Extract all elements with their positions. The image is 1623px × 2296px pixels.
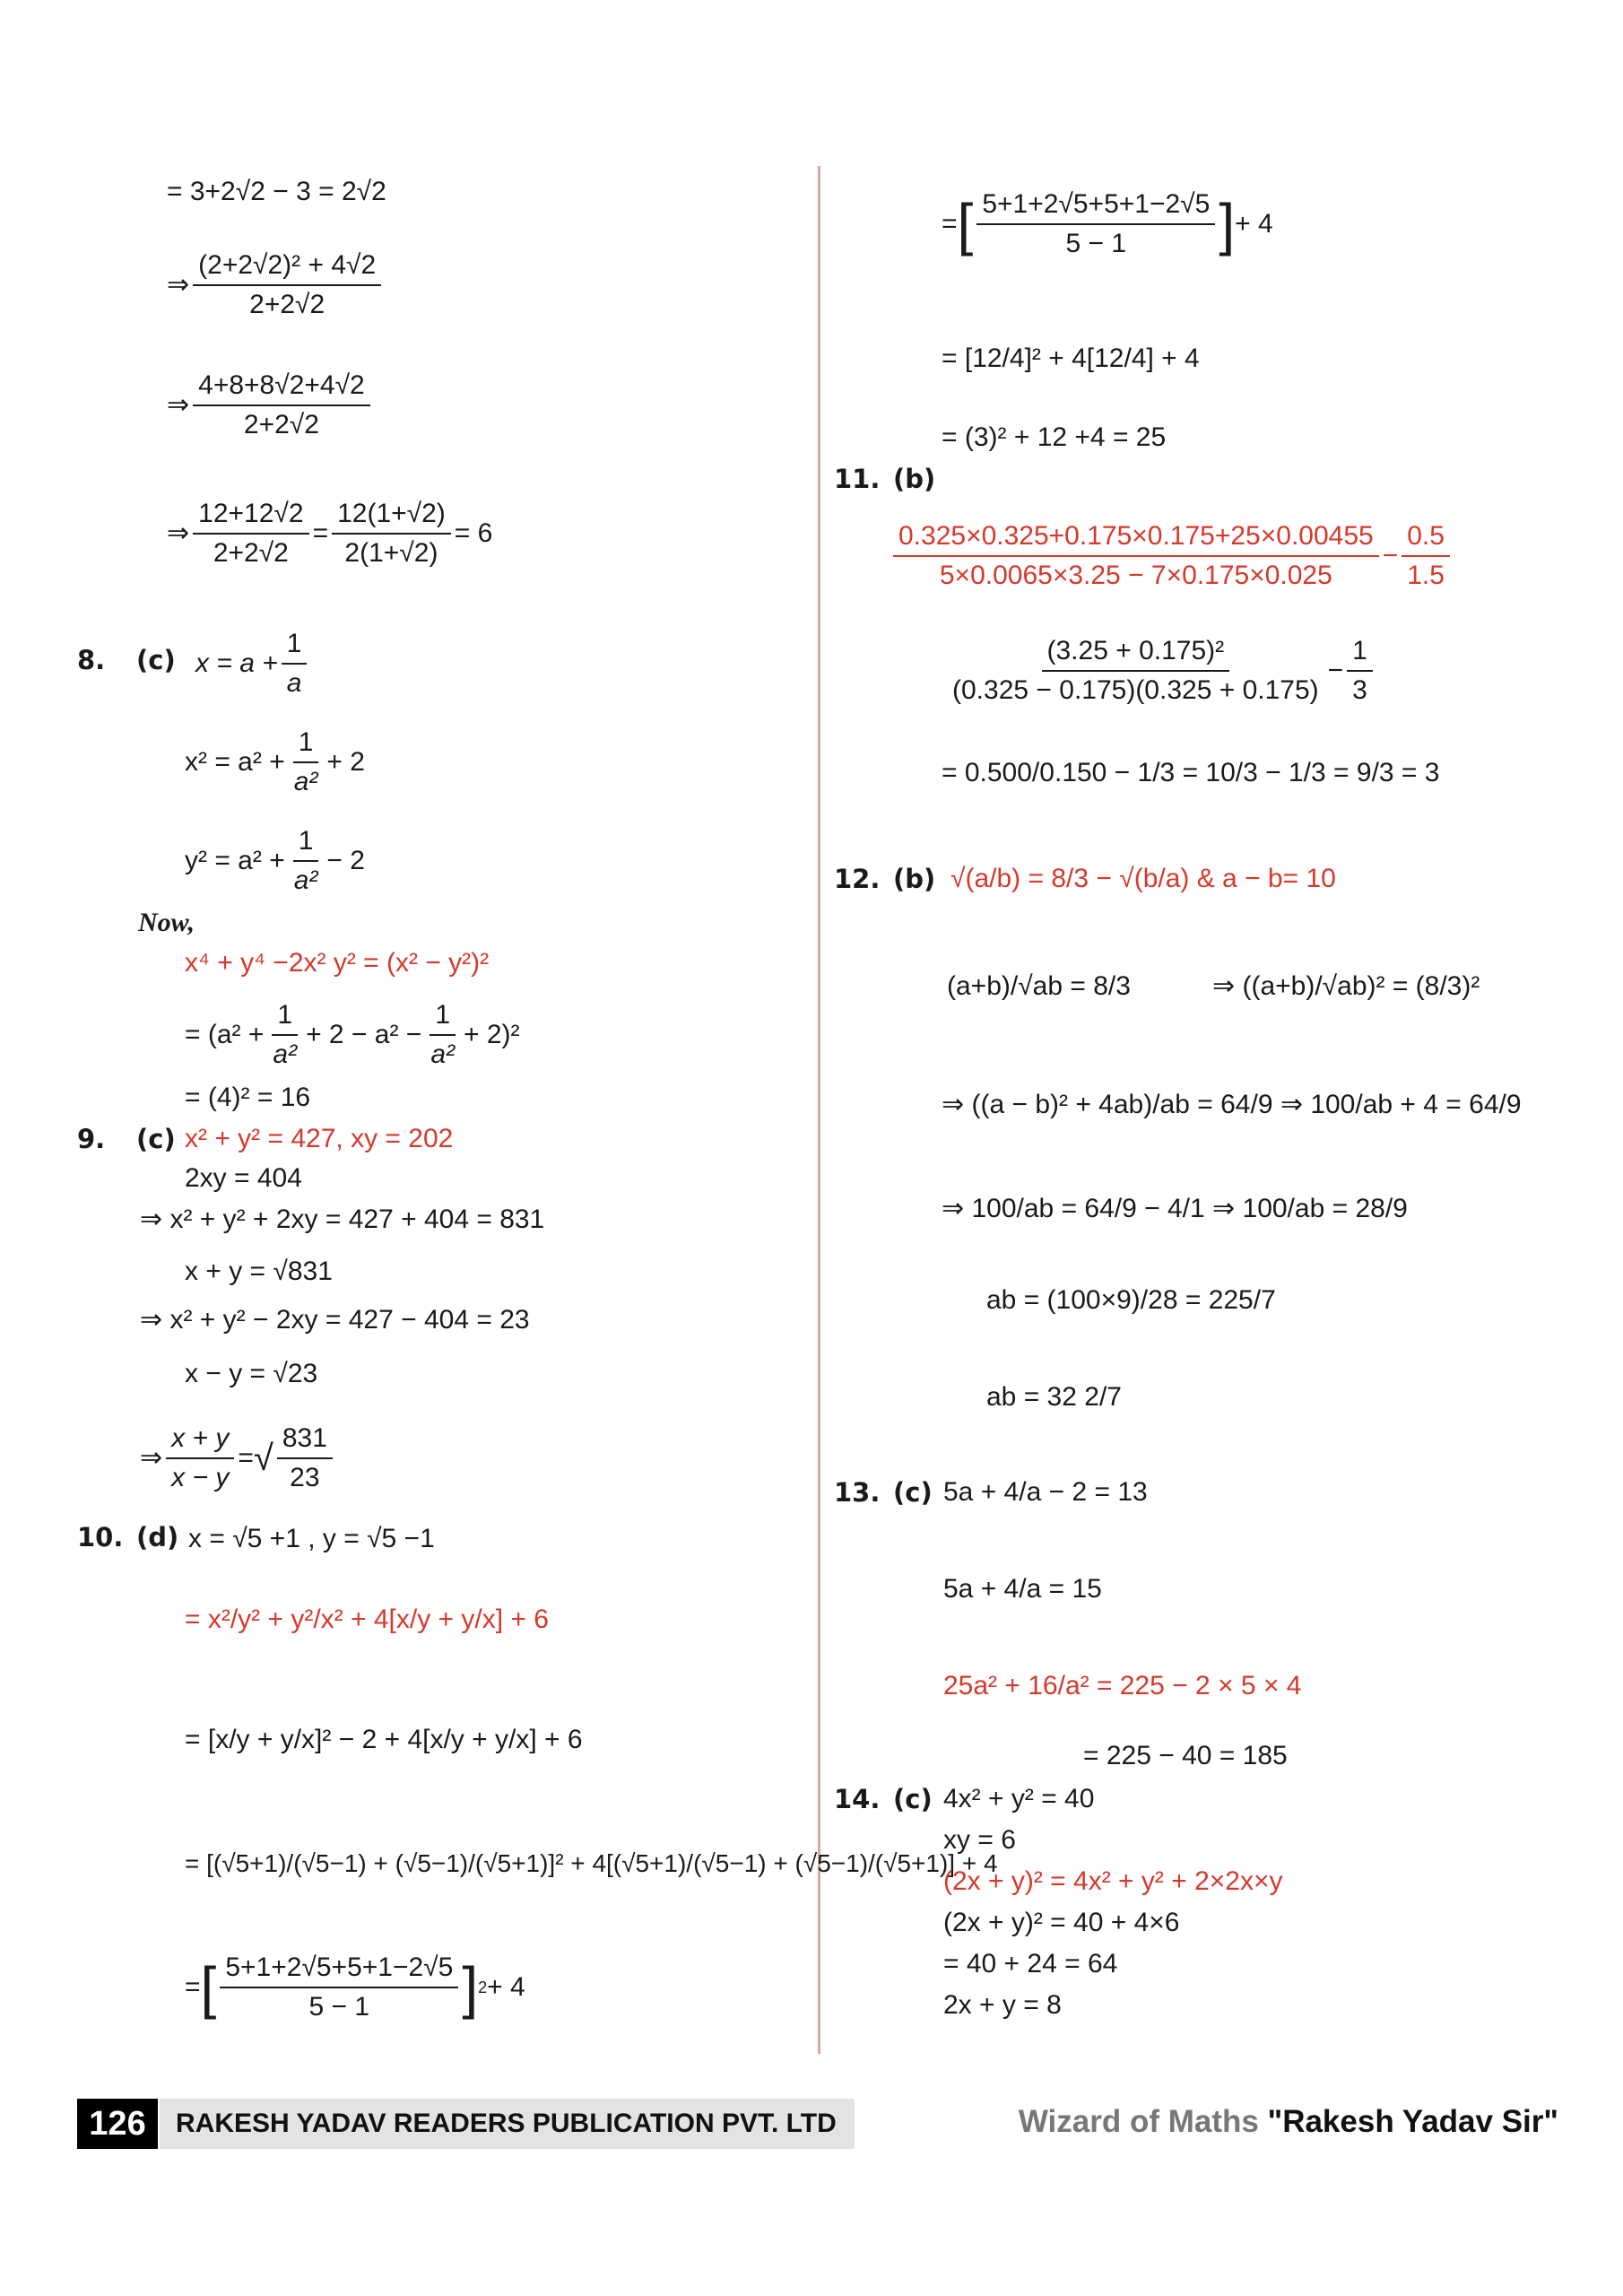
brand-tagline (1019, 2104, 1558, 2140)
q12-line-4: ab = (100×9)/28 = 225/7 (986, 1285, 1276, 1315)
q14-line-5: = 40 + 24 = 64 (943, 1949, 1118, 1979)
q14-line-6: 2x + y = 8 (943, 1990, 1062, 2020)
q12-line-1a: (a+b)/√ab = 8/3 (947, 971, 1131, 1001)
fraction: $\frac{4+8+8√2+4√2}{2+2√2}$ (193, 370, 370, 441)
column-divider (818, 166, 820, 2054)
q13-line-3: 25a² + 16/a² = 225 − 2 × 5 × 4 (943, 1671, 1302, 1700)
question-number: 10. (77, 1522, 124, 1552)
answer-option: (b) (893, 464, 936, 494)
right-line-2: = [12/4]² + 4[12/4] + 4 (942, 344, 1200, 373)
q10-red-line: = x²/y² + y²/x² + 4[x/y + y/x] + 6 (185, 1605, 549, 1634)
q14-line-1: 4x² + y² = 40 (943, 1784, 1095, 1813)
publisher-name: RAKESH YADAV READERS PUBLICATION PVT. LTD (160, 2099, 855, 2149)
left-line-4: ⇒ $\frac{12+12√2}{2+2√2}$ = $\frac{12(1+√2)}{2(1+√2)}$ = 6 (167, 499, 493, 568)
q13-line-4: = 225 − 40 = 185 (1083, 1741, 1288, 1770)
q8-line-3: y² = a² + $\frac{1}{\text{a²}}$ − 2 (185, 826, 365, 895)
q10-line-4: = [ $\frac{5+1+2√5+5+1-2√5}{5 - 1}$ ] 2 + 4 (185, 1952, 525, 2022)
question-number: 14. (834, 1784, 881, 1814)
q8-red-line: x⁴ + y⁴ −2x² y² = (x² − y²)² (185, 948, 490, 978)
q9-line-3: x + y = √831 (185, 1257, 333, 1286)
brand-prefix: Wizard of Maths (1018, 2104, 1259, 2139)
q9-line-2: ⇒ x² + y² + 2xy = 427 + 404 = 831 (140, 1205, 545, 1234)
brand-name: "Rakesh Yadav Sir" (1267, 2104, 1558, 2139)
q12-line-1b: ⇒ ((a+b)/√ab)² = (8/3)² (1212, 971, 1480, 1001)
question-number: 11. (834, 464, 881, 494)
q9-line-4: ⇒ x² + y² − 2xy = 427 − 404 = 23 (140, 1305, 530, 1335)
left-line-1: = 3+2√2 − 3 = 2√2 (167, 177, 386, 206)
now-label: Now, (138, 908, 195, 937)
q8-line-2: x² = a² + $\frac{1}{\text{a²}}$ + 2 (185, 727, 365, 796)
q12-line-3: ⇒ 100/ab = 64/9 − 4/1 ⇒ 100/ab = 28/9 (942, 1194, 1408, 1223)
right-line-1: = [ $\frac{5+1+2√5+5+1-2√5}{5 - 1}$ ] + 4 (942, 189, 1273, 258)
question-number: 12. (834, 864, 881, 894)
answer-option: (c) (893, 1784, 933, 1814)
q12-line-2: ⇒ ((a − b)² + 4ab)/ab = 64/9 ⇒ 100/ab + 4 = 64/9 (942, 1090, 1522, 1119)
answer-option: (b) (893, 864, 936, 894)
question-number: 9. (77, 1124, 106, 1154)
q13-line-1: 5a + 4/a − 2 = 13 (943, 1477, 1148, 1507)
left-line-2: ⇒ $\frac{\text{(2+2√2)² + 4√2}}{2+2√2}$ (167, 249, 385, 321)
q12-line-5: ab = 32 2/7 (986, 1382, 1122, 1412)
q14-line-3: (2x + y)² = 4x² + y² + 2×2x×y (943, 1866, 1283, 1896)
q11-line-3: = 0.500/0.150 − 1/3 = 10/3 − 1/3 = 9/3 = 3 (942, 758, 1440, 787)
q11-line-2: $\frac{\text{(3.25 + 0.175)²}}{(0.325 - 0.175)(0.325 + 0.175)}$ − $\frac{1}{3}$ (943, 635, 1376, 707)
q10-line-3: = [(√5+1)/(√5−1) + (√5−1)/(√5+1)]² + 4[(√5+1)/(√5−1) + (√5−1)/(√5+1)] + 4 (185, 1849, 998, 1877)
answer-option: (c) (136, 645, 176, 675)
fraction: $\frac{\text{(2+2√2)² + 4√2}}{2+2√2}$ (193, 249, 381, 321)
answer-option: (c) (136, 1124, 176, 1154)
right-line-3: = (3)² + 12 +4 = 25 (942, 422, 1167, 452)
q14-line-4: (2x + y)² = 40 + 4×6 (943, 1908, 1180, 1937)
page-number: 126 (77, 2099, 158, 2149)
q13-line-2: 5a + 4/a = 15 (943, 1574, 1102, 1604)
question-number: 8. (77, 645, 106, 675)
q9-line-5: x − y = √23 (185, 1359, 318, 1388)
q9-line-1: 2xy = 404 (185, 1163, 302, 1193)
q8-line-5: = (4)² = 16 (185, 1083, 311, 1112)
question-number: 13. (834, 1477, 881, 1508)
q8-line-4: = (a² + $\frac{1}{\text{a²}}$ + 2 − a² − $\frac{1}{\text{a²}}$ + 2)² (185, 1000, 520, 1069)
left-line-3: ⇒ $\frac{4+8+8√2+4√2}{2+2√2}$ (167, 370, 374, 441)
q10-given: x = √5 +1 , y = √5 −1 (188, 1524, 435, 1553)
q14-line-2: xy = 6 (943, 1825, 1016, 1855)
answer-option: (c) (893, 1477, 933, 1508)
q11-red-line: $\frac{0.325\times 0.325+0.175\times 0.175+25\times 0.00455}{5\times 0.0065\times 3.25 - 7\times 0.175\times 0.025}$ − $\frac{0.5}{1.5}$ (890, 520, 1454, 592)
answer-option: (d) (136, 1522, 179, 1552)
q8-line-1: x = a + $\frac{1}{a}$ (195, 628, 310, 700)
q10-line-2: = [x/y + y/x]² − 2 + 4[x/y + y/x] + 6 (185, 1725, 583, 1754)
q9-line-6: ⇒ $\frac{x + y}{x - y}$ = √ $\frac{831}{23}$ (140, 1422, 336, 1494)
q12-red-line: √(a/b) = 8/3 − √(b/a) & a − b= 10 (950, 864, 1336, 893)
q9-red-line: x² + y² = 427, xy = 202 (185, 1124, 454, 1153)
